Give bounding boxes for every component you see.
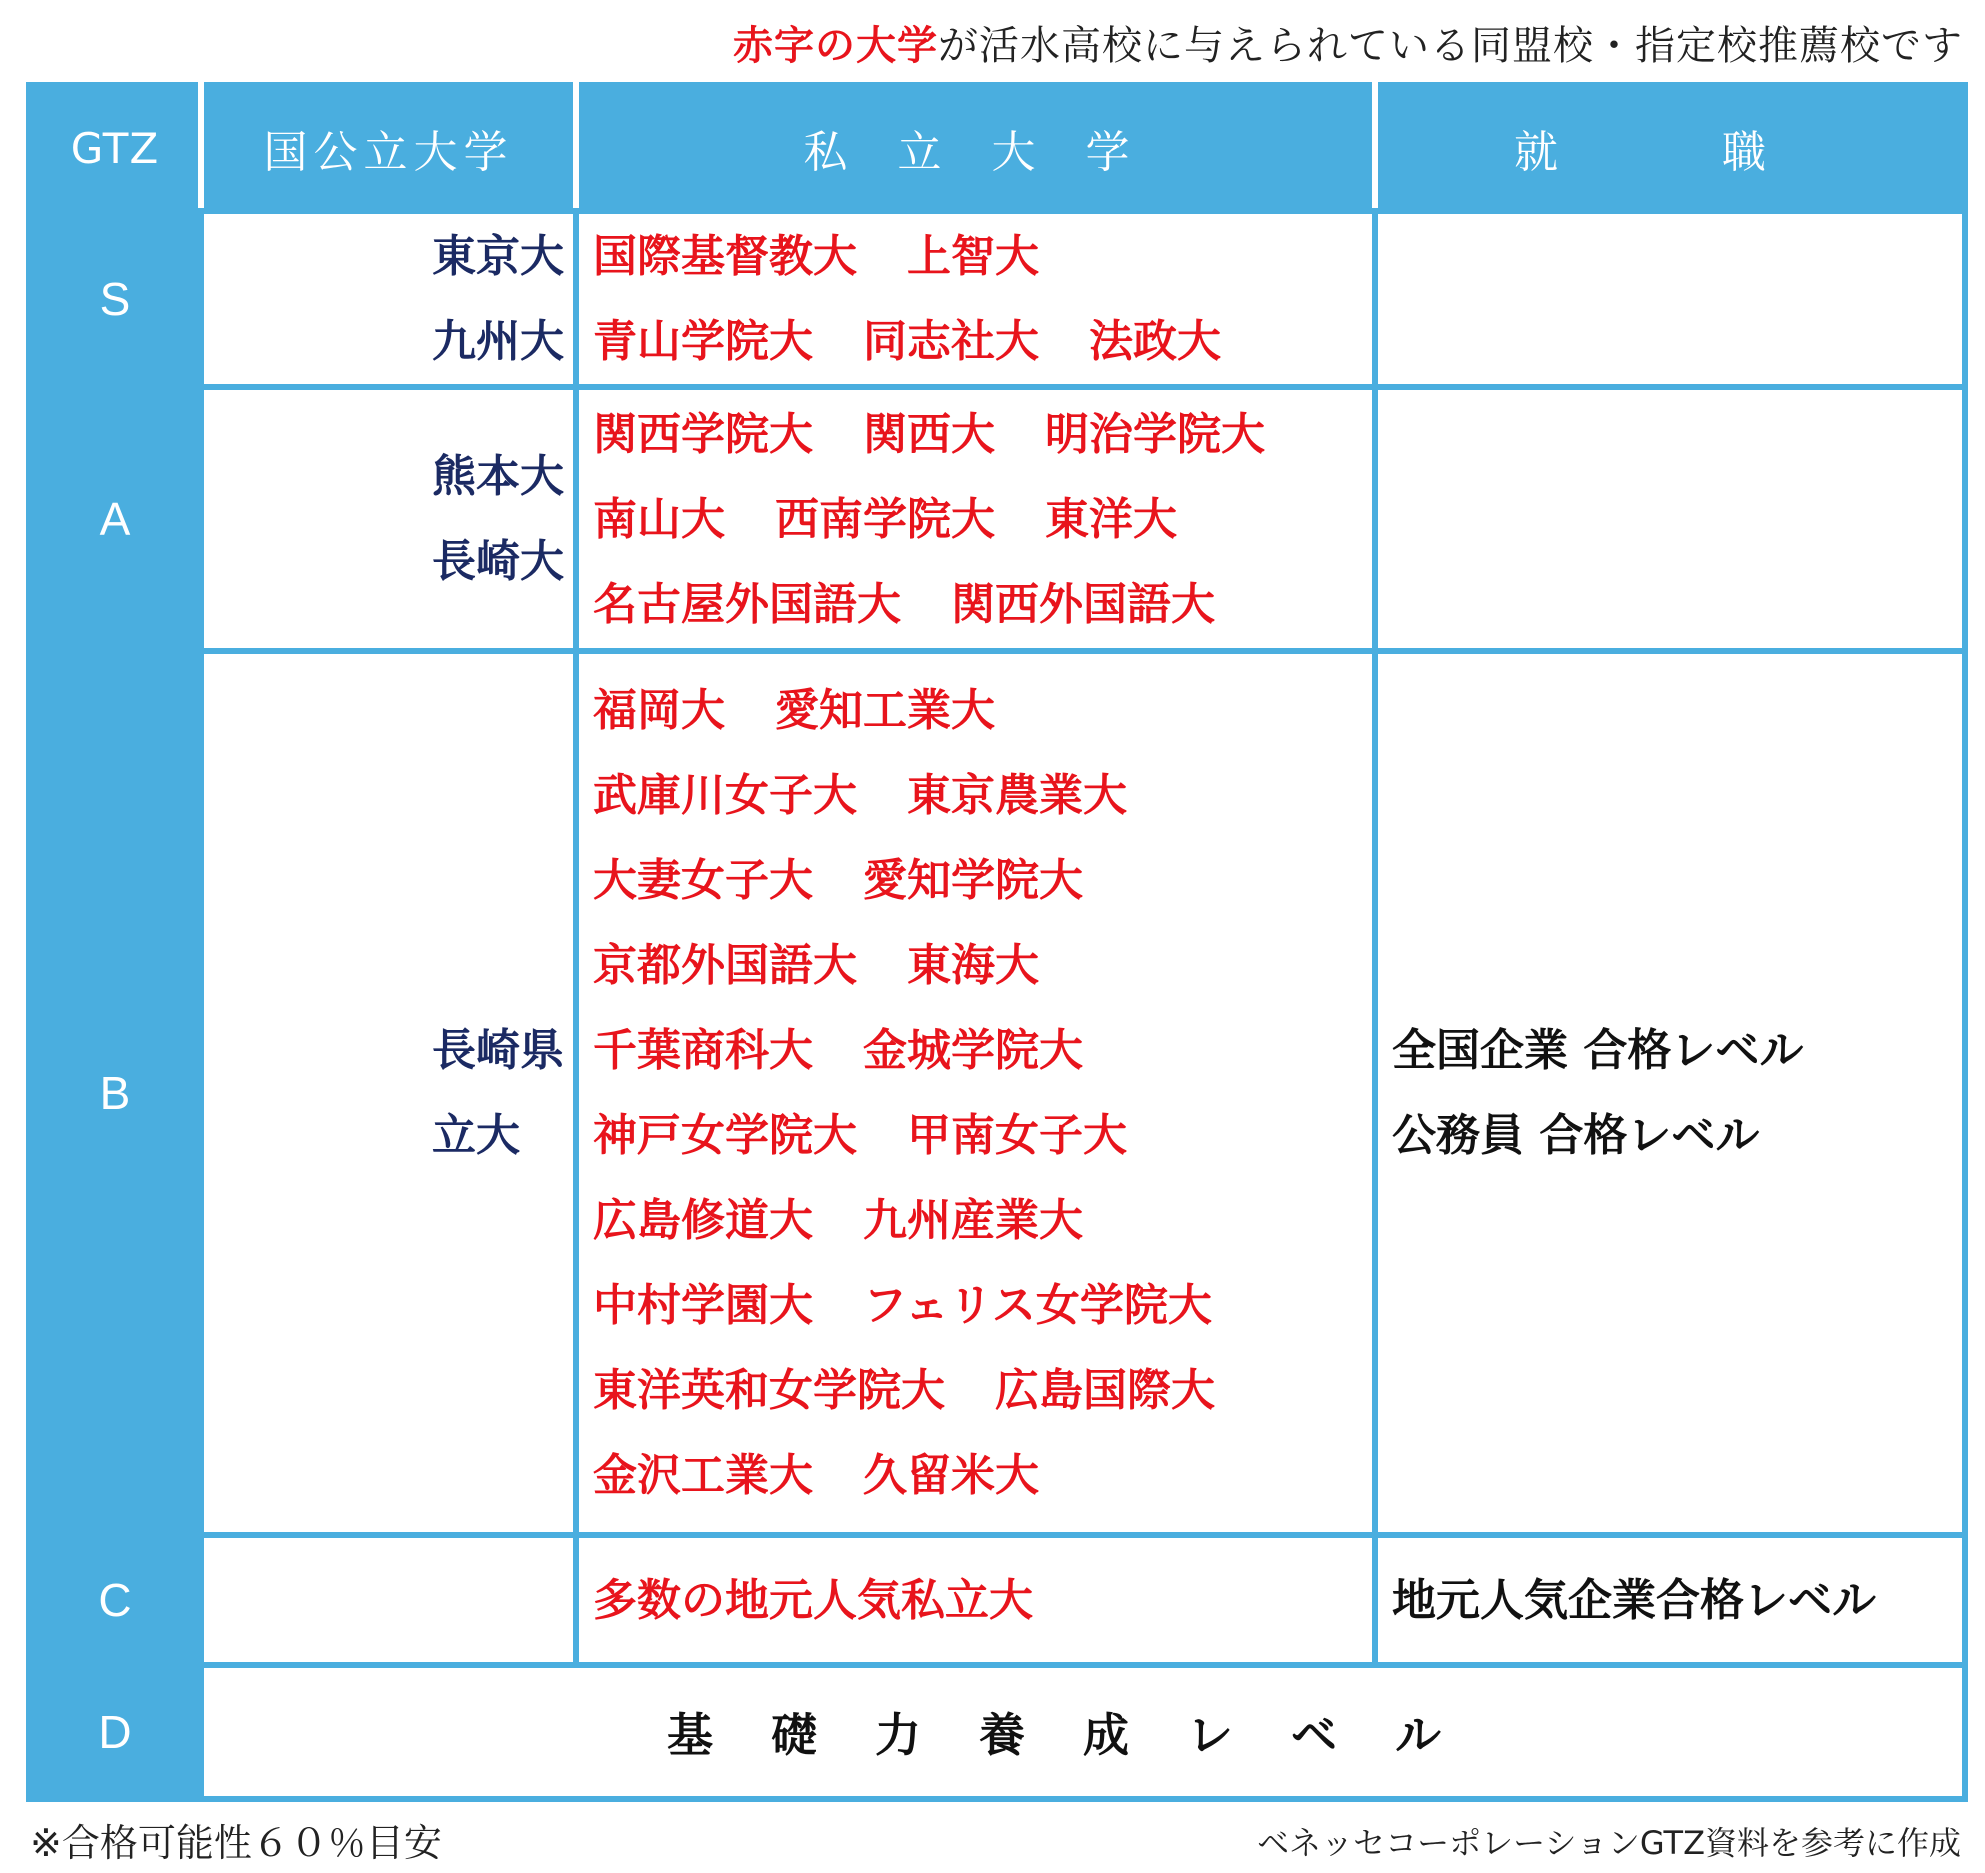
table-row xyxy=(29,651,1965,1535)
private-line xyxy=(593,1178,1366,1263)
national-cell xyxy=(201,211,576,387)
rank-cell: C xyxy=(29,1535,201,1665)
private-line xyxy=(593,1263,1366,1348)
private-university: 甲南女子大 xyxy=(907,1110,1127,1161)
national-university: 熊本大 xyxy=(432,451,564,502)
table-row xyxy=(29,211,1965,387)
private-line xyxy=(593,1093,1366,1178)
private-line xyxy=(593,214,1366,299)
private-line xyxy=(593,1433,1366,1518)
footnote: ※合格可能性６０％目安 xyxy=(30,1821,442,1865)
private-line xyxy=(593,1008,1366,1093)
national-university: 長崎県立大 xyxy=(432,1025,564,1161)
private-cell xyxy=(576,387,1375,651)
private-university: 京都外国語大 xyxy=(593,940,857,991)
private-university: 関西学院大 xyxy=(593,408,813,460)
rank-cell: S xyxy=(29,211,201,387)
private-cell xyxy=(576,211,1375,387)
private-university: 名古屋外国語大 xyxy=(593,578,901,630)
private-university: 福岡大 xyxy=(593,685,725,736)
table-row xyxy=(29,1665,1965,1799)
private-university: 多数の地元人気私立大 xyxy=(593,1574,1033,1626)
private-line xyxy=(593,299,1366,384)
national-university: 長崎大 xyxy=(432,536,564,587)
rank-cell: D xyxy=(29,1665,201,1799)
private-university: 関西大 xyxy=(863,408,995,460)
private-university: 明治学院大 xyxy=(1045,408,1265,460)
private-university: 金沢工業大 xyxy=(593,1450,813,1501)
private-university: 大妻女子大 xyxy=(593,855,813,906)
private-line xyxy=(593,562,1366,647)
private-line xyxy=(593,477,1366,562)
caption-rest: が活水高校に与えられている同盟校・指定校推薦校です xyxy=(938,23,1963,69)
national-cell xyxy=(201,1535,576,1665)
gtz-table xyxy=(26,82,1968,1802)
source-note: ベネッセコーポレーションGTZ資料を参考に作成 xyxy=(1257,1824,1961,1862)
private-university: 上智大 xyxy=(907,231,1039,282)
private-cell xyxy=(576,1535,1375,1665)
private-university: 東洋大 xyxy=(1045,493,1177,545)
table-row xyxy=(29,387,1965,651)
private-university: 法政大 xyxy=(1089,316,1221,367)
private-line xyxy=(593,1348,1366,1433)
jobs-cell xyxy=(1375,651,1965,1535)
rank-cell: B xyxy=(29,651,201,1535)
job-level: 全国企業 合格レベル xyxy=(1392,1025,1804,1076)
private-university: 愛知学院大 xyxy=(863,855,1083,906)
private-university: 東海大 xyxy=(907,940,1039,991)
private-university: 南山大 xyxy=(593,493,725,545)
private-university: 愛知工業大 xyxy=(775,685,995,736)
top-caption xyxy=(733,14,1963,71)
job-level: 地元人気企業合格レベル xyxy=(1392,1574,1876,1626)
private-university: 青山学院大 xyxy=(593,316,813,367)
private-university: 西南学院大 xyxy=(775,493,995,545)
private-university: 武庫川女子大 xyxy=(593,770,857,821)
national-cell xyxy=(201,651,576,1535)
header-gtz: GTZ xyxy=(29,85,201,211)
private-cell xyxy=(576,651,1375,1535)
private-university: 久留米大 xyxy=(863,1450,1039,1501)
rank-cell: A xyxy=(29,387,201,651)
private-line xyxy=(593,923,1366,1008)
header-private: 私 立 大 学 xyxy=(576,85,1375,211)
private-line xyxy=(593,838,1366,923)
header-national: 国公立大学 xyxy=(201,85,576,211)
foundation-level-cell: 基礎力養成レベル xyxy=(201,1665,1965,1799)
job-level: 公務員 合格レベル xyxy=(1392,1110,1760,1161)
private-university: 関西外国語大 xyxy=(951,578,1215,630)
private-university: フェリス女学院大 xyxy=(863,1280,1212,1331)
private-university: 千葉商科大 xyxy=(593,1025,813,1076)
jobs-cell xyxy=(1375,1535,1965,1665)
national-university: 九州大 xyxy=(432,316,564,367)
private-line xyxy=(593,1558,1366,1643)
caption-highlight: 赤字の大学 xyxy=(733,23,938,69)
national-university: 東京大 xyxy=(432,231,564,282)
national-cell xyxy=(201,387,576,651)
header-jobs: 就 職 xyxy=(1375,85,1965,211)
table-row xyxy=(29,1535,1965,1665)
private-university: 中村学園大 xyxy=(593,1280,813,1331)
private-university: 東京農業大 xyxy=(907,770,1127,821)
private-line xyxy=(593,753,1366,838)
private-university: 金城学院大 xyxy=(863,1025,1083,1076)
private-university: 東洋英和女学院大 xyxy=(593,1365,945,1416)
private-university: 神戸女学院大 xyxy=(593,1110,857,1161)
jobs-cell xyxy=(1375,387,1965,651)
private-university: 国際基督教大 xyxy=(593,231,857,282)
private-university: 広島国際大 xyxy=(995,1365,1215,1416)
private-line xyxy=(593,392,1366,477)
private-university: 九州産業大 xyxy=(863,1195,1083,1246)
private-university: 広島修道大 xyxy=(593,1195,813,1246)
private-line xyxy=(593,668,1366,753)
jobs-cell xyxy=(1375,211,1965,387)
private-university: 同志社大 xyxy=(863,316,1039,367)
